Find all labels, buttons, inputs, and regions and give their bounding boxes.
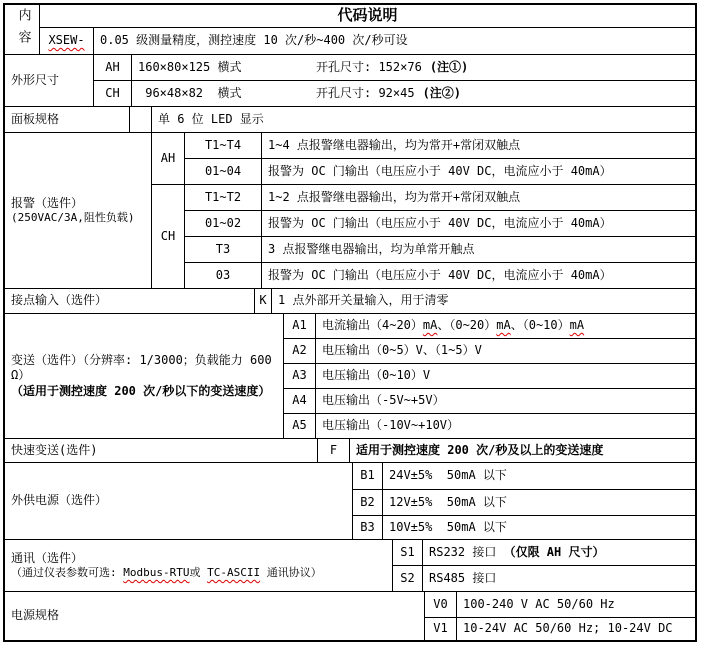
dimensions-desc-ch	[132, 81, 695, 107]
transmit-desc-a1	[316, 314, 695, 339]
fast-code-cell: F	[318, 439, 350, 463]
comm-sub-text: 通讯协议）	[260, 566, 322, 580]
alarm-code-t1t4: T1~T4	[185, 133, 262, 159]
power-desc-v0: 100-240 V AC 50/60 Hz	[457, 592, 695, 618]
a1-ma: mA	[422, 318, 438, 333]
panel-label-cell: 面板规格	[5, 107, 130, 133]
a1-ma: mA	[569, 318, 585, 333]
transmit-desc-a4: 电压输出（-5V~+5V）	[316, 389, 695, 414]
hole-ch: 开孔尺寸: 92×45	[316, 85, 415, 100]
note-ch: (注②)	[422, 85, 462, 100]
extpower-desc-b2: 12V±5% 50mA 以下	[383, 490, 695, 516]
comm-label: 通讯（选件）	[11, 550, 84, 565]
alarm-code-t3: T3	[185, 237, 262, 263]
a1-part: 、（0~20）	[437, 318, 497, 333]
alarm-code-t1t2: T1~T2	[185, 185, 262, 211]
alarm-desc-01-04: 报警为 OC 门输出（电压应小于 40V DC，电流应小于 40mA）	[262, 159, 695, 185]
contact-label-cell: 接点输入（选件）	[5, 289, 255, 314]
fast-label-cell: 快速变送(选件)	[5, 439, 318, 463]
model-code: XSEW-	[48, 33, 85, 48]
alarm-label: 报警（选件）	[11, 195, 84, 210]
comm-sublabel	[11, 566, 322, 580]
panel-desc-cell: 单 6 位 LED 显示	[152, 107, 695, 133]
comm-code-s2: S2	[393, 566, 423, 592]
comm-sub-text: 或	[189, 566, 208, 580]
alarm-desc-03: 报警为 OC 门输出（电压应小于 40V DC，电流应小于 40mA）	[262, 263, 695, 289]
contact-desc-cell: 1 点外部开关量输入，用于清零	[272, 289, 695, 314]
dimensions-desc-ah	[132, 55, 695, 81]
transmit-label-cell	[5, 314, 284, 439]
table-title: 代码说明	[40, 5, 695, 28]
extpower-code-b3: B3	[353, 516, 383, 540]
extpower-label-cell: 外供电源（选件）	[5, 463, 353, 540]
comm-desc-s2: RS485 接口	[423, 566, 695, 592]
alarm-group-ch: CH	[152, 185, 185, 289]
alarm-desc-t1t4: 1~4 点报警继电器输出，均为常开+常闭双触点	[262, 133, 695, 159]
spec-table	[3, 3, 697, 642]
comm-desc-s1	[423, 540, 695, 566]
transmit-code-a3: A3	[284, 364, 316, 389]
hole-ah: 开孔尺寸: 152×76	[316, 59, 422, 74]
power-code-v1: V1	[425, 618, 457, 640]
content-label-cell: 内容	[5, 5, 40, 55]
a1-part: 电流输出（4~20）	[322, 318, 423, 333]
dimensions-code-ah: AH	[94, 55, 132, 81]
a1-part: 、（0~10）	[510, 318, 570, 333]
transmit-code-a4: A4	[284, 389, 316, 414]
comm-code-s1: S1	[393, 540, 423, 566]
transmit-code-a1: A1	[284, 314, 316, 339]
alarm-desc-t3: 3 点报警继电器输出，均为单常开触点	[262, 237, 695, 263]
comm-protocol-modbus: Modbus-RTU	[123, 566, 190, 580]
alarm-code-01-02: 01~02	[185, 211, 262, 237]
model-desc-cell: 0.05 级测量精度，测控速度 10 次/秒~400 次/秒可设	[94, 28, 695, 55]
alarm-label-cell	[5, 133, 152, 289]
s1-desc: RS232 接口	[429, 544, 504, 559]
alarm-code-03: 03	[185, 263, 262, 289]
transmit-code-a2: A2	[284, 339, 316, 364]
dimensions-code-ch: CH	[94, 81, 132, 107]
model-code-cell	[40, 28, 94, 55]
transmit-label: 变送（选件）（分辨率: 1/3000；负载能力 600 Ω）	[11, 352, 272, 383]
transmit-desc-a2: 电压输出（0~5）V、（1~5）V	[316, 339, 695, 364]
transmit-desc-a3: 电压输出（0~10）V	[316, 364, 695, 389]
comm-label-cell	[5, 540, 393, 592]
fast-desc-cell: 适用于测控速度 200 次/秒及以上的变送速度	[350, 439, 695, 463]
contact-code-cell: K	[255, 289, 272, 314]
power-code-v0: V0	[425, 592, 457, 618]
power-desc-v1: 10-24V AC 50/60 Hz; 10-24V DC	[463, 621, 673, 636]
alarm-sublabel: (250VAC/3A,阻性负载)	[11, 211, 135, 225]
alarm-group-ah: AH	[152, 133, 185, 185]
transmit-code-a5: A5	[284, 414, 316, 439]
transmit-label-bold: （适用于测控速度 200 次/秒以下的变送速度）	[11, 383, 271, 398]
transmit-desc-a5: 电压输出（-10V~+10V）	[316, 414, 695, 439]
comm-protocol-tcascii: TC-ASCII	[207, 566, 261, 580]
alarm-desc-t1t2: 1~2 点报警继电器输出，均为常开+常闭双触点	[262, 185, 695, 211]
extpower-code-b1: B1	[353, 463, 383, 490]
s1-desc-bold: （仅限 AH 尺寸）	[503, 544, 605, 559]
extpower-desc-b1: 24V±5% 50mA 以下	[383, 463, 695, 490]
dims-ah: 160×80×125 横式	[138, 59, 242, 74]
comm-sub-text: （通过仪表参数可选:	[11, 566, 124, 580]
power-label-cell: 电源规格	[5, 592, 425, 640]
dimensions-label-cell: 外形尺寸	[5, 55, 94, 107]
panel-empty-cell	[130, 107, 152, 133]
alarm-code-01-04: 01~04	[185, 159, 262, 185]
alarm-desc-01-02: 报警为 OC 门输出（电压应小于 40V DC，电流应小于 40mA）	[262, 211, 695, 237]
note-ah: (注①)	[429, 59, 469, 74]
dims-ch: 96×48×82 横式	[138, 85, 242, 100]
a1-ma: mA	[496, 318, 511, 333]
extpower-code-b2: B2	[353, 490, 383, 516]
extpower-desc-b3: 10V±5% 50mA 以下	[383, 516, 695, 540]
